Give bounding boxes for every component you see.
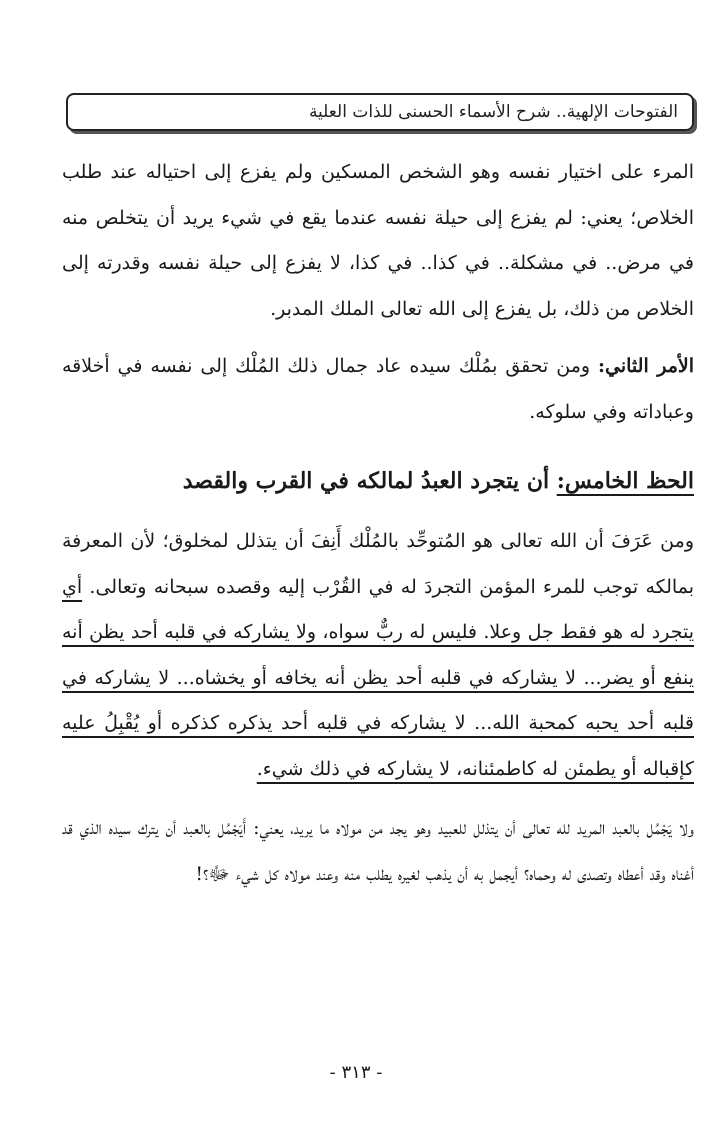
paragraph-3-underlined: أي يتجرد له هو فقط جل وعلا. فليس له ربٌّ سواه، ولا يشاركه في قلبه أحد يظن أنه ينفع أو يضر... لا يشاركه في قلبه أحد يظن أنه يخافه أو يخشاه... لا يشاركه في قلبه أحد يحبه كمحبة الله... لا يشاركه في قلبه أحد يذكره كذكره أو يُقْبِلُ عليه كإقباله أو يطمئن له كاطمئنانه، لا يشاركه في ذلك شيء. <box>62 575 694 780</box>
paragraph-2-text: ومن تحقق بمُلْك سيده عاد جمال ذلك المُلْك إلى نفسه في أخلاقه وعباداته وفي سلوكه. <box>62 355 694 423</box>
paragraph-3-intro: ومن عَرَفَ أن الله تعالى هو المُتوحِّد بالمُلْك أَنِفَ أن يتذلل لمخلوق؛ لأن المعرفة بمالكه توجب للمرء المؤمن التجردَ له في القُرْب إليه وقصده سبحانه وتعالى. <box>62 530 694 598</box>
paragraph-3 <box>62 519 694 792</box>
paragraph-2 <box>62 344 694 435</box>
page-number: - ٣١٣ - <box>329 1062 383 1083</box>
paragraph-1: المرء على اختيار نفسه وهو الشخص المسكين ولم يفزع إلى احتياله عند طلب الخلاص؛ يعني: لم يفزع إلى حيلة نفسه عندما يقع في شيء يريد أن يتخلص منه في مرض.. في مشكلة.. في كذا.. في كذا، لا يفزع إلى حيلة نفسه وقدرته إلى الخلاص من ذلك، بل يفزع إلى الله تعالى الملك المدبر. <box>62 161 694 320</box>
running-header <box>66 93 694 131</box>
page-body <box>62 150 694 897</box>
paragraph-2-label: الأمر الثاني: <box>598 355 694 377</box>
paragraph-4: ولا يَجْمُل بالعبد المريد لله تعالى أن يتذلل للعبيد وهو يجد من مولاه ما يريد، يعني: أَيَجْمُل بالعبد أن يترك سيده الذي قد أغناه وقد أعطاه وتصدى له وحماه؟ أيجمل به أن يذهب لغيره يطلب منه وعند مولاه كل شيء ﷻ؟! <box>62 817 694 885</box>
section-heading-label: الحظ الخامس: <box>556 468 694 494</box>
section-heading <box>62 461 694 501</box>
book-title: الفتوحات الإلهية.. شرح الأسماء الحسنى للذات العلية <box>308 102 678 122</box>
section-heading-text: أن يتجرد العبدُ لمالكه في القرب والقصد <box>182 468 557 494</box>
